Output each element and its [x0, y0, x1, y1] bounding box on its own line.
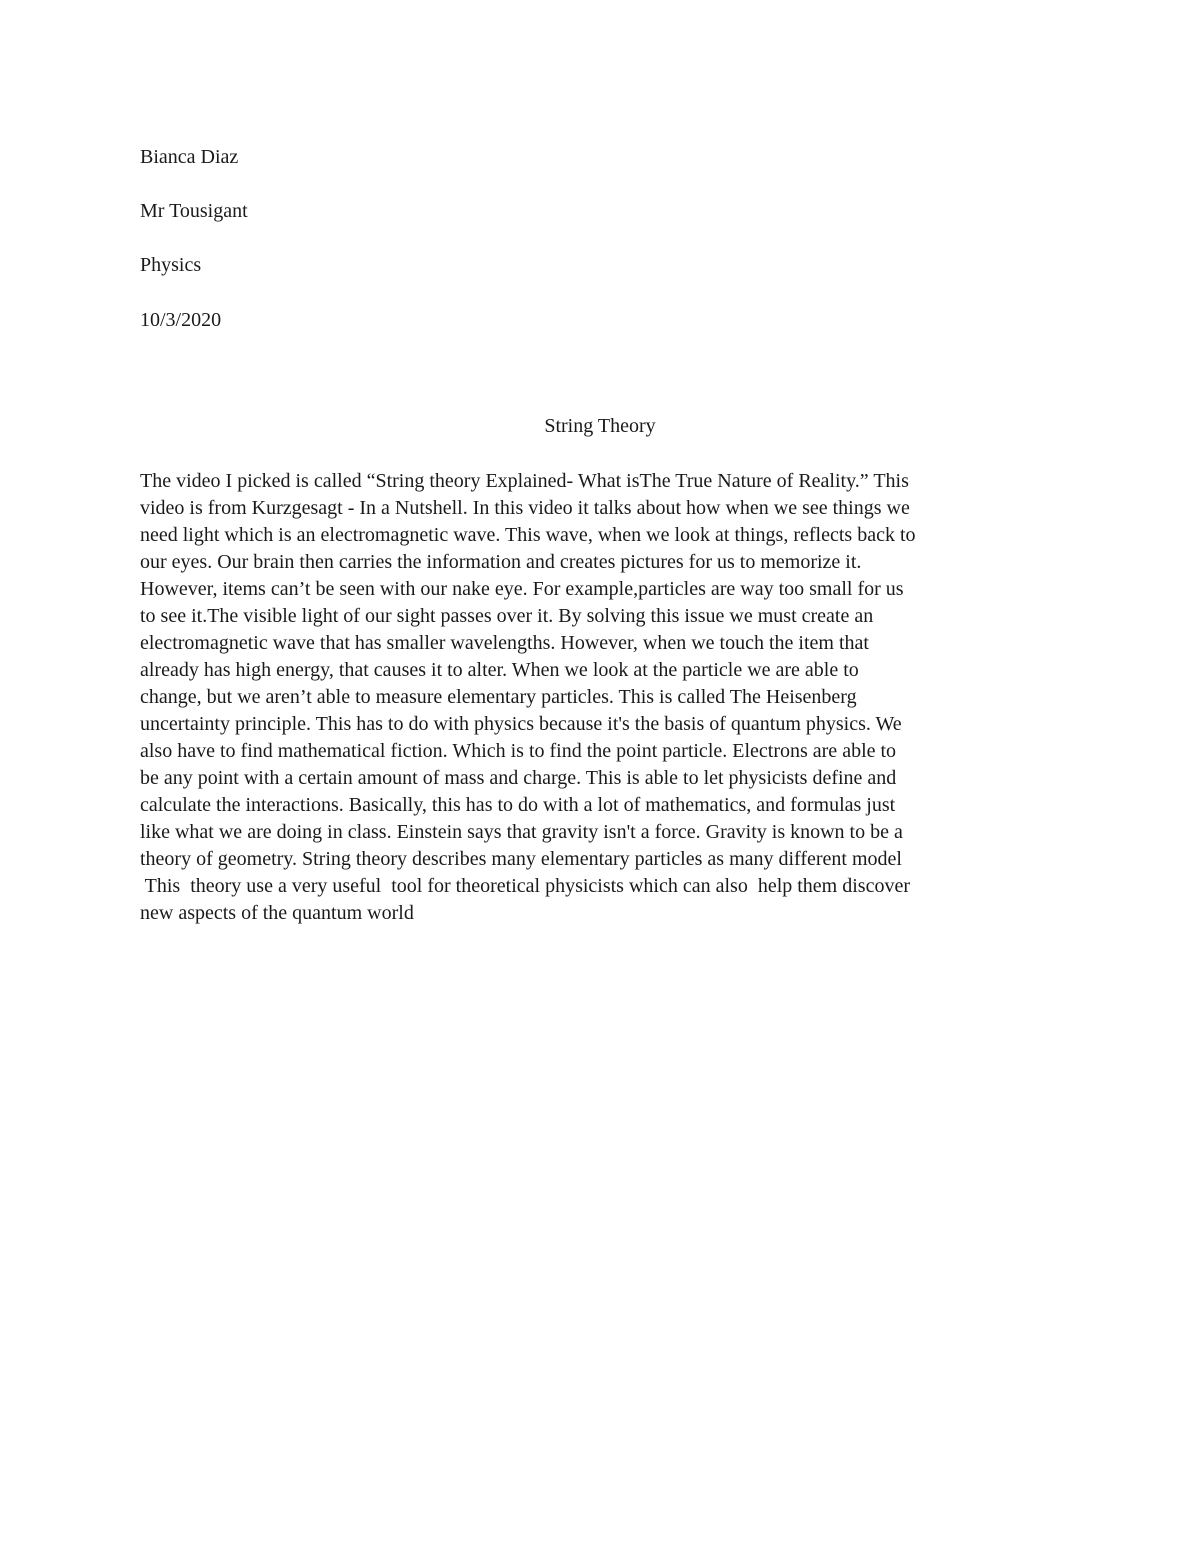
body-line: video is from Kurzgesagt - In a Nutshell. In this video it talks about how when we see things we [140, 497, 910, 519]
body-line: also have to find mathematical fiction. Which is to find the point particle. Electrons are able to [140, 740, 897, 762]
body-line: new aspects of the quantum world [140, 902, 414, 924]
body-line: our eyes. Our brain then carries the information and creates pictures for us to memorize it. [140, 551, 862, 573]
body-line: like what we are doing in class. Einstein says that gravity isn't a force. Gravity is known to be a [140, 821, 903, 843]
essay-title: String Theory [544, 415, 656, 437]
body-line: This theory use a very useful tool for theoretical physicists which can also help them discover [140, 875, 910, 897]
body-line: electromagnetic wave that has smaller wavelengths. However, when we touch the item that [140, 632, 869, 654]
body-line: already has high energy, that causes it to alter. When we look at the particle we are able to [140, 659, 859, 681]
essay-body [140, 468, 1070, 927]
body-line: However, items can’t be seen with our nake eye. For example,particles are way too small for us [140, 578, 904, 600]
body-line: be any point with a certain amount of mass and charge. This is able to let physicists define and [140, 767, 897, 789]
body-line: The video I picked is called “String theory Explained- What isThe True Nature of Reality.” This [140, 470, 909, 492]
body-line: to see it.The visible light of our sight passes over it. By solving this issue we must create an [140, 605, 874, 627]
class-name: Physics [140, 254, 202, 276]
date: 10/3/2020 [140, 309, 222, 331]
body-line: need light which is an electromagnetic wave. This wave, when we look at things, reflects back to [140, 524, 916, 546]
body-line: change, but we aren’t able to measure elementary particles. This is called The Heisenberg [140, 686, 857, 708]
body-line: calculate the interactions. Basically, this has to do with a lot of mathematics, and formulas just [140, 794, 896, 816]
student-name: Bianca Diaz [140, 146, 239, 168]
teacher-name: Mr Tousigant [140, 200, 248, 222]
body-line: uncertainty principle. This has to do with physics because it's the basis of quantum physics. We [140, 713, 902, 735]
body-line: theory of geometry. String theory describes many elementary particles as many different model [140, 848, 902, 870]
